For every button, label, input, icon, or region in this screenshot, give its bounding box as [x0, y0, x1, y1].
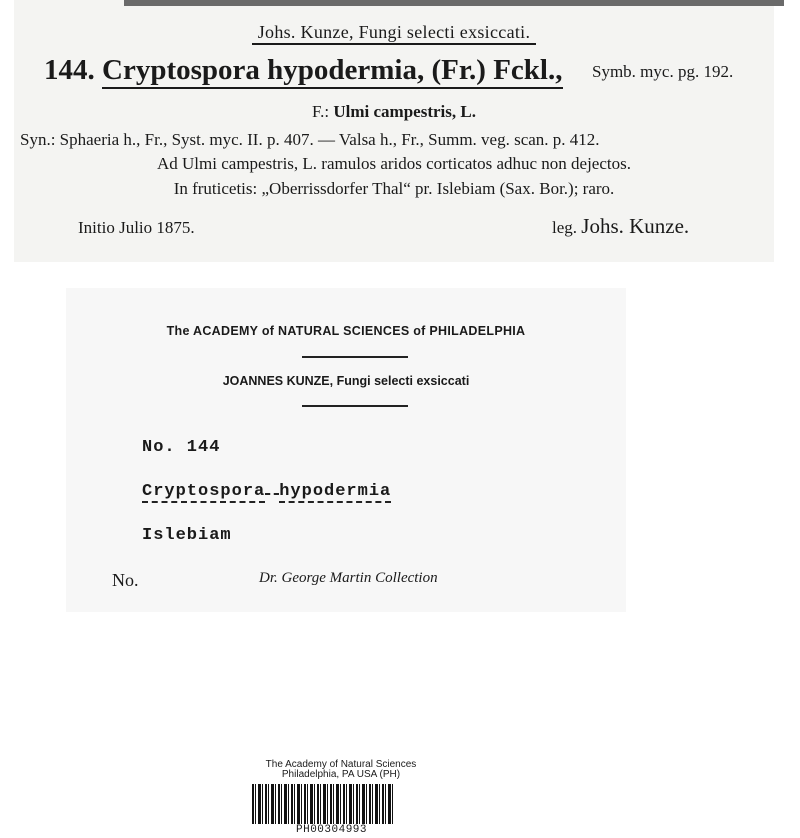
institution-heading: The ACADEMY of NATURAL SCIENCES of PHILADELPHIA [166, 324, 526, 338]
host-line: F.: Ulmi campestris, L. [312, 102, 476, 121]
taxon-name: Cryptospora hypodermia, (Fr.) Fckl., [102, 54, 563, 89]
series-heading: JOANNES KUNZE, Fungi selecti exsiccati [222, 374, 470, 388]
series-title: Johs. Kunze, Fungi selecti exsiccati. [14, 22, 774, 43]
specimen-title [44, 54, 563, 87]
barcode-label [248, 758, 434, 838]
label-edge [124, 0, 784, 6]
collection-name: Dr. George Martin Collection [259, 570, 438, 586]
number-field-label: No. [112, 570, 139, 590]
specimen-number: 144. [44, 54, 95, 86]
specimen-number: No. 144 [142, 438, 221, 457]
printed-exsiccata-label [14, 0, 774, 262]
barcode-id: PH00304993 [296, 824, 368, 836]
barcode-institution: The Academy of Natural Sciences Philadelphia, PA USA (PH) [265, 759, 417, 780]
genus: Cryptospora [142, 482, 266, 501]
locality-line: In fruticetis: „Oberrissdorfer Thal“ pr. Islebiam (Sax. Bor.); raro. [173, 179, 615, 198]
collector-line: leg. Johs. Kunze. [552, 214, 690, 238]
divider [302, 405, 408, 407]
literature-reference: Symb. myc. pg. 192. [592, 62, 734, 81]
locality: Islebiam [142, 526, 232, 545]
barcode [252, 784, 394, 824]
host-name: Ulmi campestris, L. [333, 102, 476, 121]
academy-label [66, 288, 626, 612]
taxon-name [142, 482, 391, 501]
species: hypodermia [279, 482, 392, 501]
collection-date: Initio Julio 1875. [78, 218, 195, 237]
divider [302, 356, 408, 358]
collector-name: Johs. Kunze. [581, 214, 690, 238]
habitat-line: Ad Ulmi campestris, L. ramulos aridos corticatos adhuc non dejectos. [157, 154, 631, 173]
synonymy-line: Syn.: Sphaeria h., Fr., Syst. myc. II. p. 407. — Valsa h., Fr., Summ. veg. scan. p. 412. [20, 130, 600, 149]
